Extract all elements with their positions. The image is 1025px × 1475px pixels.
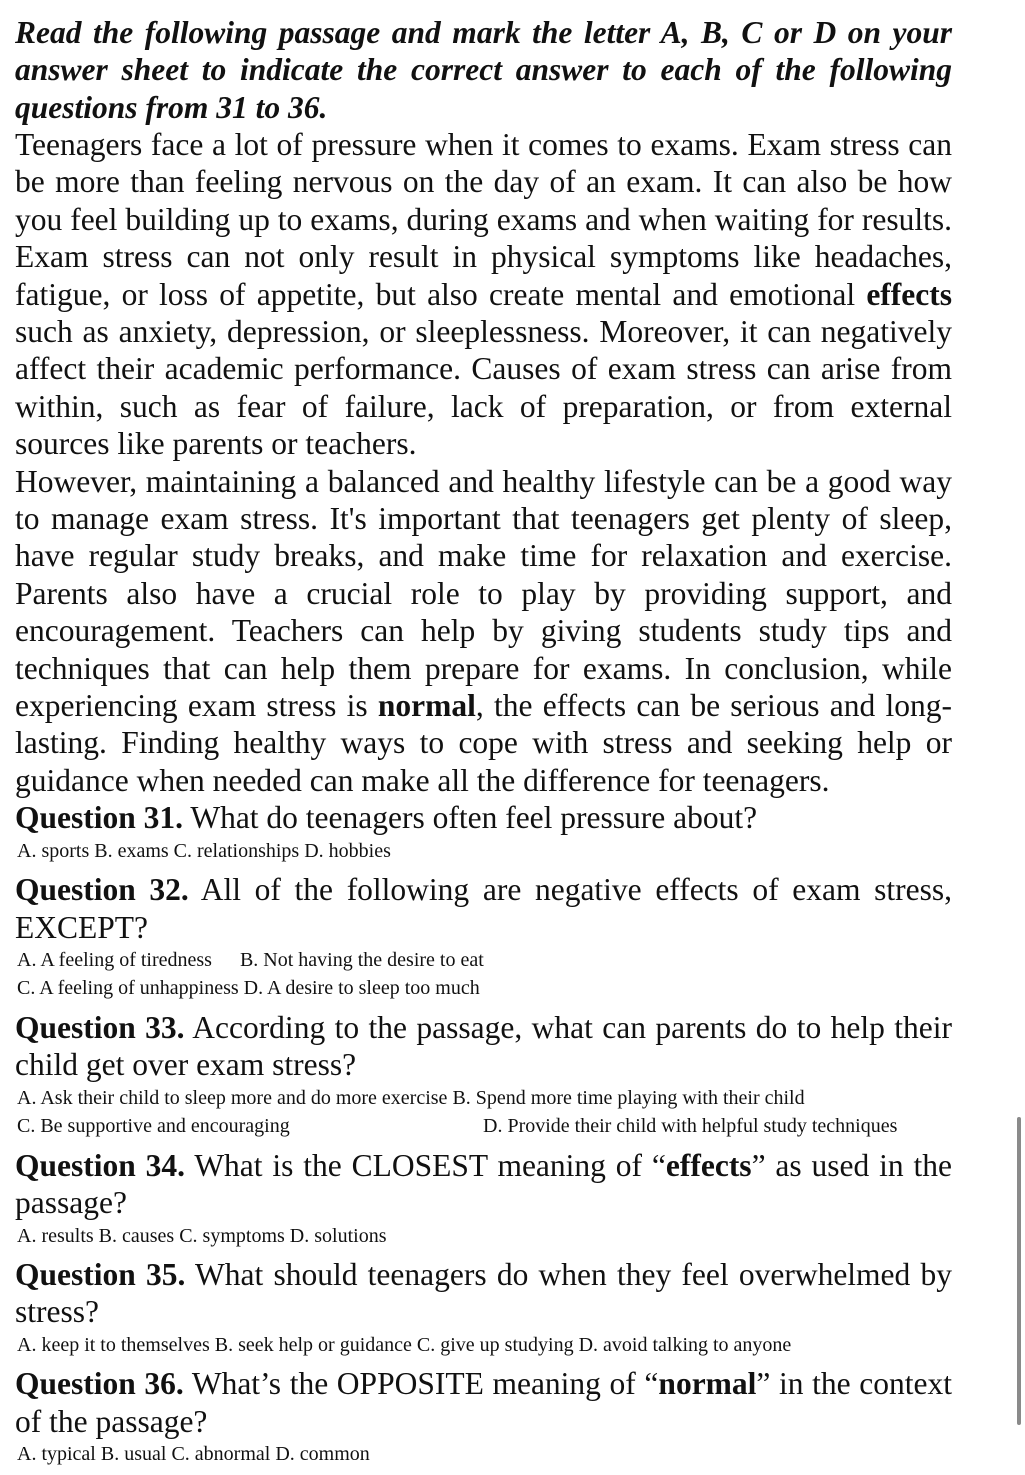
option-c[interactable]: C. abnormal [171,1443,271,1466]
option-a[interactable]: A. keep it to themselves [17,1333,210,1356]
question-text: What should teenagers do when they feel overwhelmed by stress? [15,1257,952,1330]
question-text: What’s the OPPOSITE meaning of “ [183,1366,659,1402]
question-text: What is the CLOSEST meaning of “ [185,1147,666,1183]
question-number: Question 36. [15,1366,184,1402]
question-text: ” in the context of the passage? [15,1366,952,1439]
option-b[interactable]: B. seek help or guidance [214,1333,412,1356]
option-d[interactable]: D. A desire to sleep too much [243,977,480,1000]
document-page [15,14,952,1475]
question-text: All of the following are negative effects of exam stress, EXCEPT? [15,872,952,945]
question-31 [15,799,952,836]
options-34 [17,1222,952,1251]
option-d[interactable]: D. Provide their child with helpful study techniques [483,1115,898,1138]
instruction-text: Read the following passage and mark the letter A, B, C or D on your answer sheet to indicate the correct answer to each of the following questions from 31 to 36. [15,15,952,125]
option-d[interactable]: D. avoid talking to anyone [578,1333,792,1356]
highlighted-word-normal: normal [377,687,476,723]
scrollbar-thumb[interactable] [1017,1117,1021,1425]
question-number: Question 32. [15,872,189,908]
question-36 [15,1365,952,1440]
option-c[interactable]: C. Be supportive and encouraging [17,1115,290,1138]
question-33 [15,1009,952,1084]
question-text: ” as used in the passage? [15,1147,952,1221]
highlighted-word-effects: effects [866,276,952,312]
option-b[interactable]: B. Not having the desire to eat [239,948,484,971]
option-a[interactable]: A. Ask their child to sleep more and do more exercise [17,1086,448,1109]
option-a[interactable]: A. sports [17,839,90,862]
options-35 [17,1331,952,1360]
question-35 [15,1256,952,1331]
option-a[interactable]: A. A feeling of tiredness [17,948,212,971]
question-text: According to the passage, what can parents do to help their child get over exam stress? [15,1009,952,1083]
option-c[interactable]: C. give up studying [416,1333,574,1356]
option-a[interactable]: A. typical [17,1443,96,1466]
option-c[interactable]: C. relationships [173,839,300,862]
question-34 [15,1147,952,1222]
question-number: Question 34. [15,1147,186,1183]
passage-text: However, maintaining a balanced and healthy lifestyle can be a good way to manage exam stress. It's important that teenagers get plenty of sleep, have regular study breaks, and make time for relaxation and exercise. Parents also have a crucial role to play by providing support, and encouragement. Teachers can help by giving students study tips and techniques that can help them prepare for exams. In conclusion, while experiencing exam stress is [15,463,952,723]
options-33 [17,1084,952,1141]
question-number: Question 31. [15,800,184,836]
option-b[interactable]: B. Spend more time playing with their child [452,1086,805,1109]
option-d[interactable]: D. solutions [289,1224,387,1247]
option-b[interactable]: B. causes [98,1224,175,1247]
passage-text: such as anxiety, depression, or sleeplessness. Moreover, it can negatively affect their academic performance. Causes of exam stress can arise from within, such as fear of failure, lack of preparation, or from external sources like parents or teachers. [15,313,952,462]
option-a[interactable]: A. results [17,1224,94,1247]
option-c[interactable]: C. symptoms [179,1224,285,1247]
option-c[interactable]: C. A feeling of unhappiness [17,977,239,1000]
passage-text: Teenagers face a lot of pressure when it comes to exams. Exam stress can be more than feeling nervous on the day of an exam. It can also be how you feel building up to exams, during exams and when waiting for results. Exam stress can not only result in physical symptoms like headaches, fatigue, or loss of appetite, but also create mental and emotional [15,126,952,312]
passage-paragraph-2 [15,463,952,800]
options-32 [17,946,952,1003]
option-b[interactable]: B. usual [100,1443,167,1466]
question-number: Question 35. [15,1257,186,1293]
question-keyword: normal [658,1366,757,1402]
question-text: What do teenagers often feel pressure about? [183,800,758,836]
options-31 [17,837,952,866]
options-36 [17,1440,952,1469]
question-keyword: effects [665,1147,752,1183]
passage-paragraph-1 [15,126,952,463]
question-32 [15,871,952,946]
passage-text: , the effects can be serious and long-lasting. Finding healthy ways to cope with stress and seeking help or guidance when needed can make all the difference for teenagers. [15,687,952,798]
question-number: Question 33. [15,1009,185,1045]
option-d[interactable]: D. hobbies [304,839,391,862]
option-b[interactable]: B. exams [94,839,169,862]
option-d[interactable]: D. common [275,1443,370,1466]
